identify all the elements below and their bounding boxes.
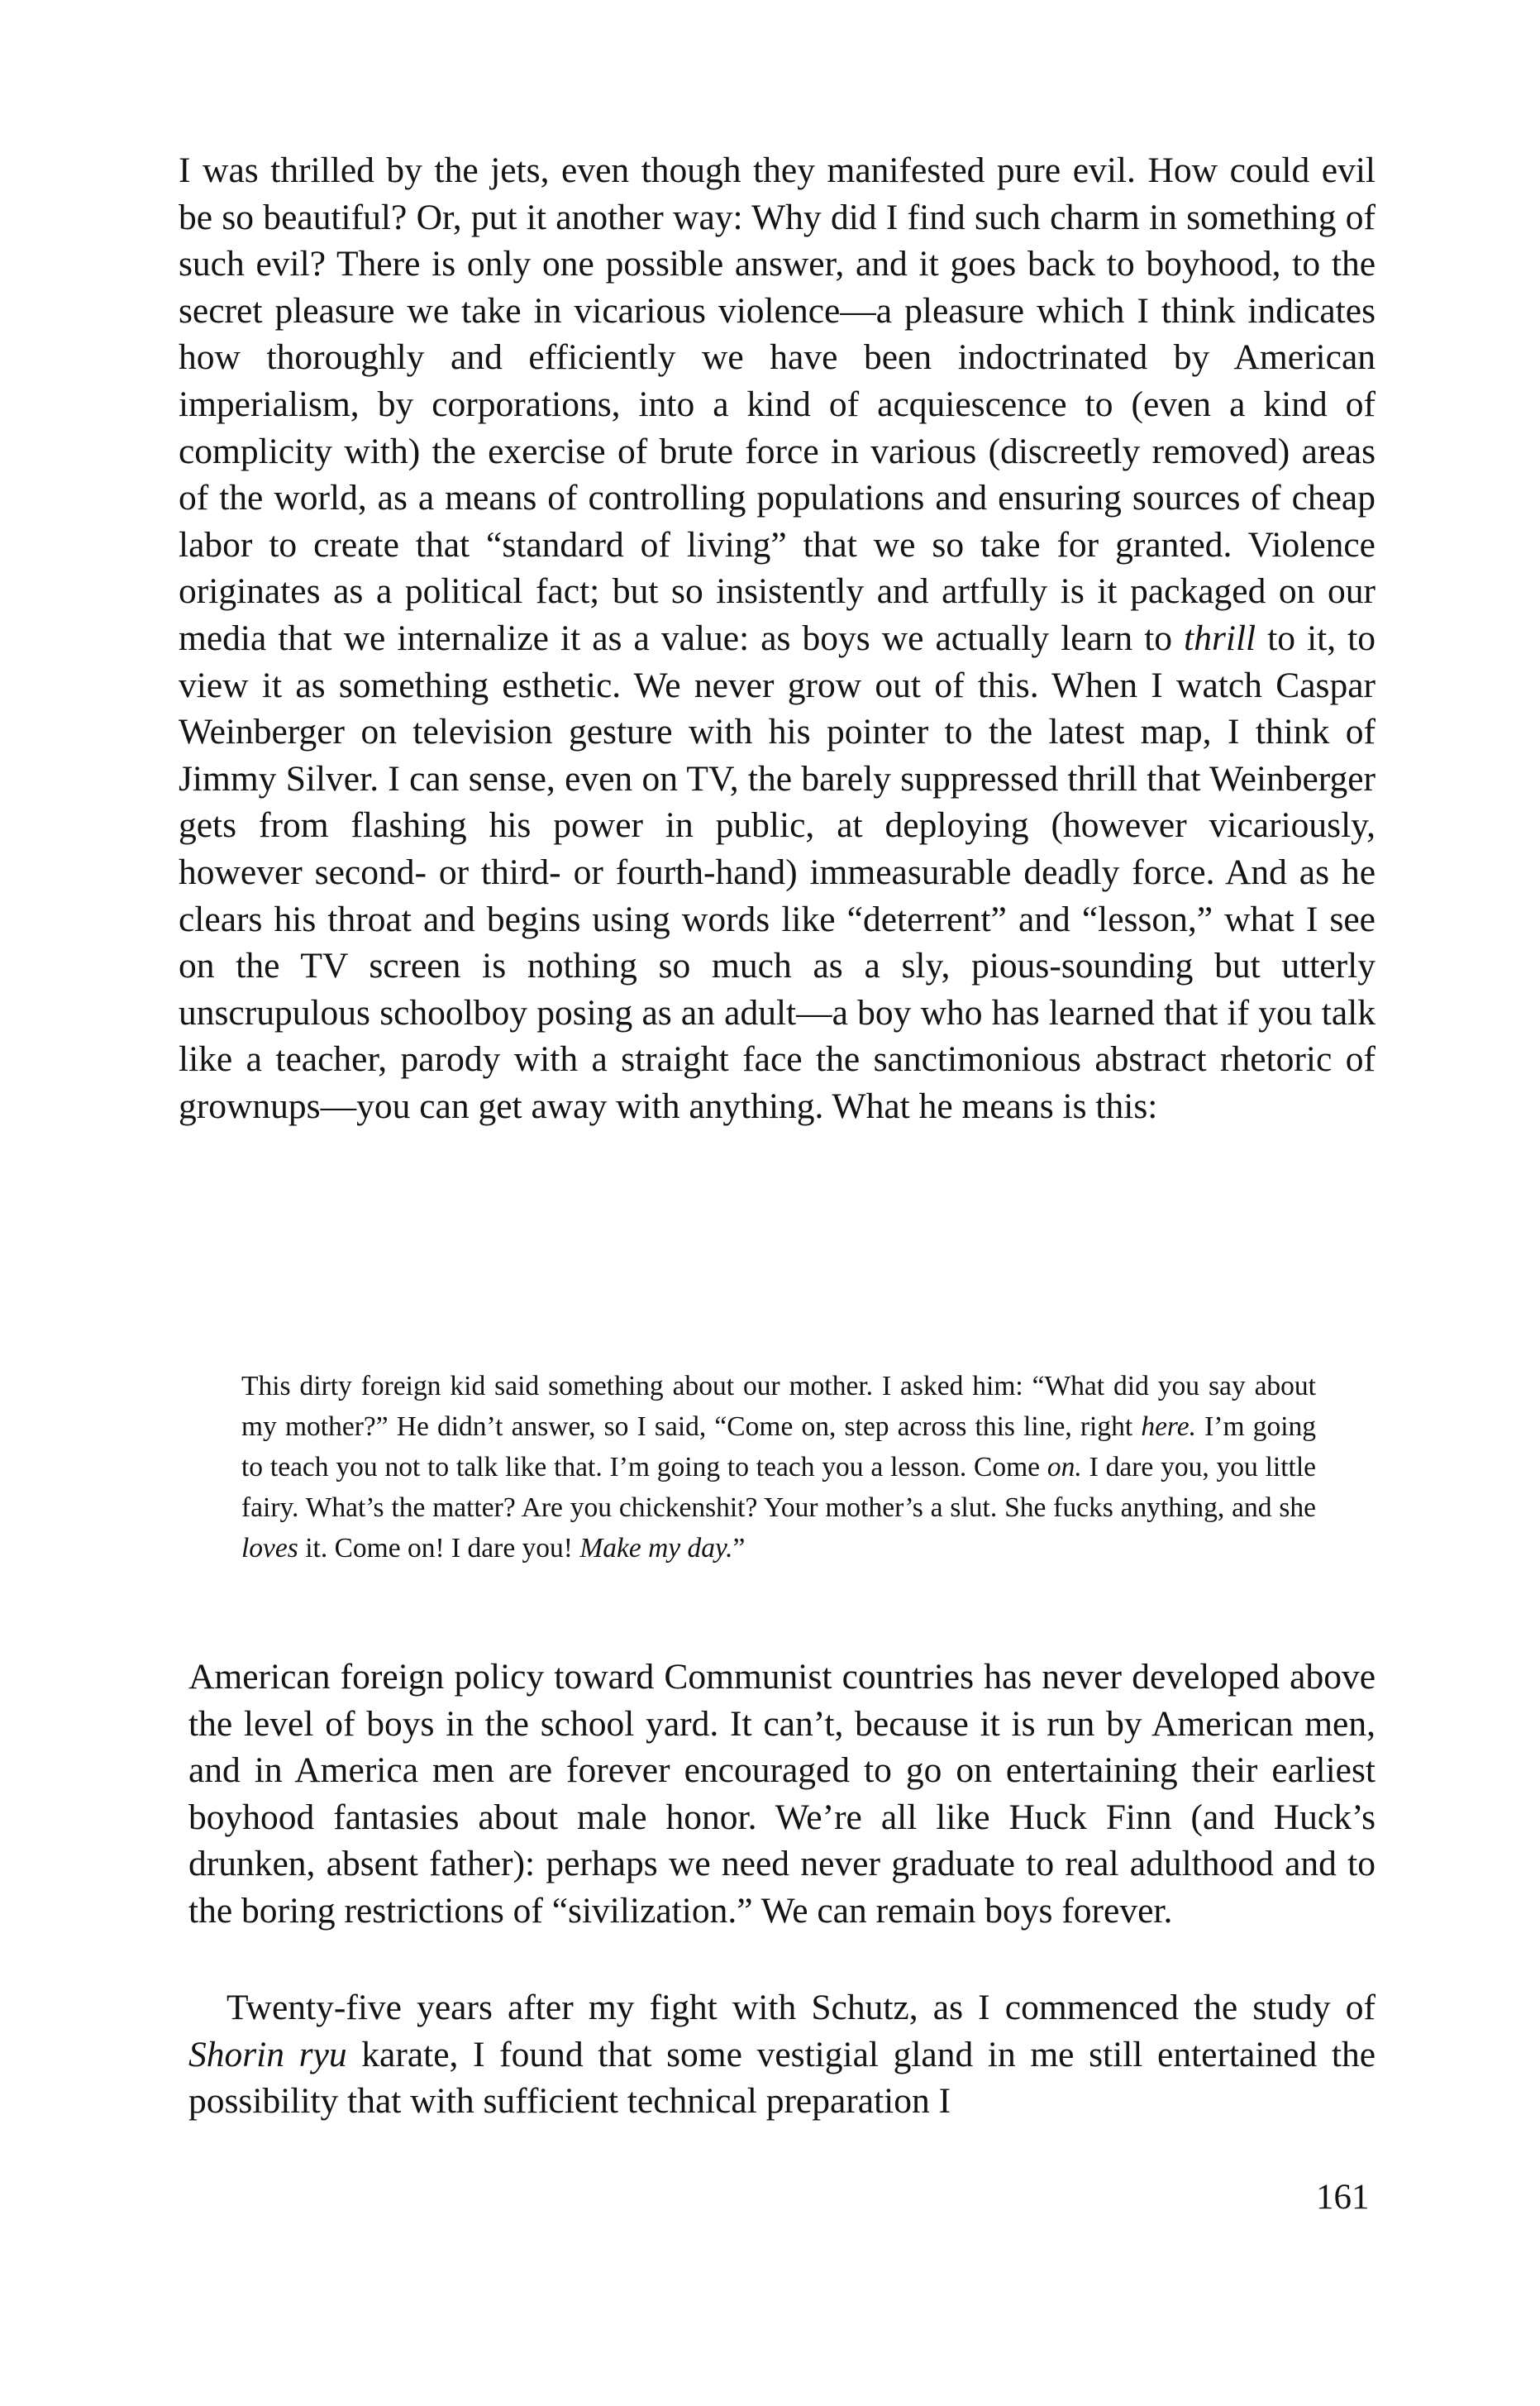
paragraph-1-text: I was thrilled by the jets, even though they manifested pure evil. How could evil be so beautiful? Or, put it another way: Why did I find such charm in something of such evil? There is only one possible answer, and it goes back to boyhood, to the secret pleasure we take in vicarious violence—a pleasure which I think indicates how thoroughly and efficiently we have been indoctrinated by American imperialism, by corporations, into a kind of acquiescence to (even a kind of complicity with) the exercise of brute force in various (discreetly removed) areas of the world, as a means of controlling populations and ensuring sources of cheap labor to create that “standard of living” that we so take for granted. Violence originates as a political fact; but so insistently and artfully is it packaged on our media that we internalize it as a value: as boys we actually learn to (179, 150, 1376, 658)
quote-text-b: I’m going to teach you not to talk like that. I’m going to teach you a lesson. Come (241, 1411, 1316, 1482)
body-paragraph-3 (188, 1984, 1376, 2125)
quote-text-a: This dirty foreign kid said something about our mother. I asked him: “What did you say about my mother?” He didn’t answer, so I said, “Come on, step across this line, right (241, 1371, 1316, 1442)
paragraph-3-text-b: karate, I found that some vestigial gland in me still entertained the possibility that with sufficient technical preparation I (188, 2034, 1376, 2122)
quote-emphasis-1: here. (1141, 1411, 1196, 1442)
body-paragraph-2: American foreign policy toward Communist countries has never developed above the level of boys in the school yard. It can’t, because it is run by American men, and in America men are forever encouraged to go on entertaining their earliest boyhood fantasies about male honor. We’re all like Huck Finn (and Huck’s drunken, absent father): perhaps we need never graduate to real adulthood and to the boring restrictions of “sivilization.” We can remain boys forever. (188, 1657, 1376, 1931)
block-quote (241, 1366, 1316, 1568)
paragraph-3-text-a: Twenty-five years after my fight with Schutz, as I commenced the study of (226, 1988, 1376, 2027)
page-number: 161 (1316, 2178, 1370, 2217)
paragraph-3-emphasis: Shorin ryu (188, 2034, 347, 2074)
paragraph-1-text-end: to it, to view it as something esthetic. We never grow out of this. When I watch Caspar Weinberger on television gesture with his pointer to the latest map, I think of Jimmy Silver. I can sense, even on TV, the barely suppressed thrill that Weinberger gets from flashing his power in public, at deploying (however vicariously, however second- or third- or fourth-hand) immeasurable deadly force. And as he clears his throat and begins using words like “deterrent” and “lesson,” what I see on the TV screen is nothing so much as a sly, pious-sounding but utterly unscrupulous schoolboy posing as an adult—a boy who has learned that if you talk like a teacher, parody with a straight face the sanctimonious abstract rhetoric of grownups—you can get away with anything. What he means is this: (179, 618, 1376, 1126)
quote-text-e: ” (732, 1533, 746, 1563)
body-paragraph-1 (179, 147, 1376, 1129)
paragraph-1-emphasis: thrill (1184, 618, 1256, 658)
quote-emphasis-4: Make my day. (579, 1533, 733, 1563)
quote-text-d: it. Come on! I dare you! (305, 1533, 573, 1563)
quote-emphasis-3: loves (241, 1533, 298, 1563)
quote-emphasis-2: on. (1047, 1452, 1082, 1482)
quote-text-c: I dare you, you little fairy. What’s the matter? Are you chickenshit? Your mother’s a slut. She fucks anything, and she (241, 1452, 1317, 1523)
